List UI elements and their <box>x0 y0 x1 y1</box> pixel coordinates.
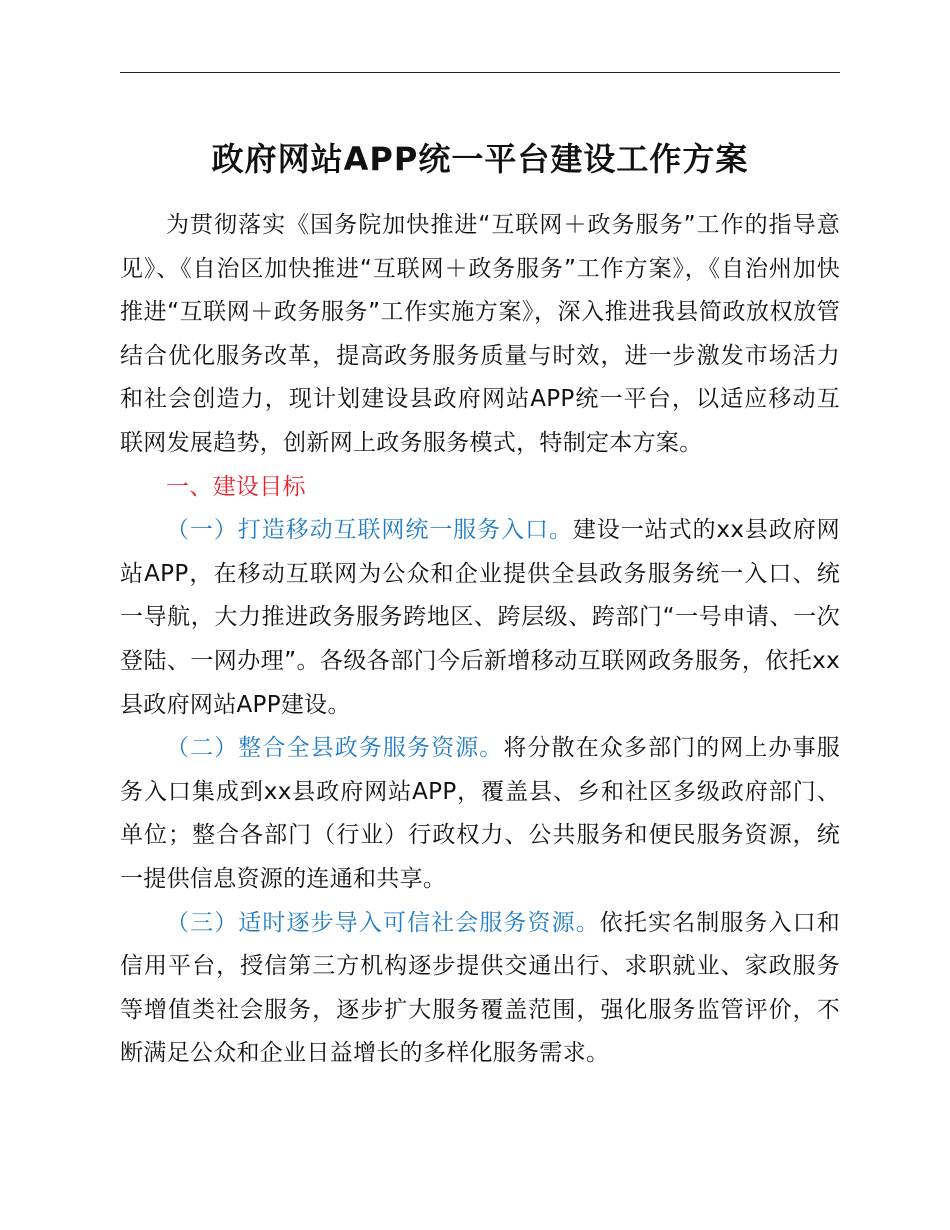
intro-paragraph: 为贯彻落实《国务院加快推进“互联网＋政务服务”工作的指导意见》、《自治区加快推进“互联网＋政务服务”工作方案》，《自治州加快推进“互联网＋政务服务”工作实施方案》，深入推进我县简政放权放管结合优化服务改革，提高政务服务质量与时效，进一步激发市场活力和社会创造力，现计划建设县政府网站APP统一平台，以适应移动互联网发展趋势，创新网上政务服务模式，特制定本方案。 <box>120 212 840 456</box>
goal-item-1-text: 建设一站式的xx县政府网站APP，在移动互联网为公众和企业提供全县政务服务统一入口、统一导航，大力推进政务服务跨地区、跨层级、跨部门“一号申请、一次登陆、一网办理”。各级各部门今后新增移动互联网政务服务，依托xx县政府网站APP建设。 <box>120 517 840 718</box>
document-body <box>120 204 840 1076</box>
goal-item-2-text: 将分散在众多部门的网上办事服务入口集成到xx县政府网站APP，覆盖县、乡和社区多级政府部门、单位；整合各部门（行业）行政权力、公共服务和便民服务资源，统一提供信息资源的连通和共享。 <box>120 735 841 892</box>
goal-item-3 <box>120 902 840 1076</box>
section-heading-goals: 一、建设目标 <box>166 473 306 500</box>
goal-item-3-lead: （三）适时逐步导入可信社会服务资源。 <box>166 909 600 936</box>
goal-item-1-lead: （一）打造移动互联网统一服务入口。 <box>166 517 573 544</box>
goal-item-2 <box>120 727 840 901</box>
goal-item-1 <box>120 509 840 727</box>
header-rule <box>120 72 840 73</box>
goal-item-2-lead: （二）整合全县政务服务资源。 <box>166 735 504 762</box>
goal-item-3-text: 依托实名制服务入口和信用平台，授信第三方机构逐步提供交通出行、求职就业、家政服务等增值类社会服务，逐步扩大服务覆盖范围，强化服务监管评价，不断满足公众和企业日益增长的多样化服务需求。 <box>120 909 840 1067</box>
document-title: 政府网站APP统一平台建设工作方案 <box>211 140 749 178</box>
